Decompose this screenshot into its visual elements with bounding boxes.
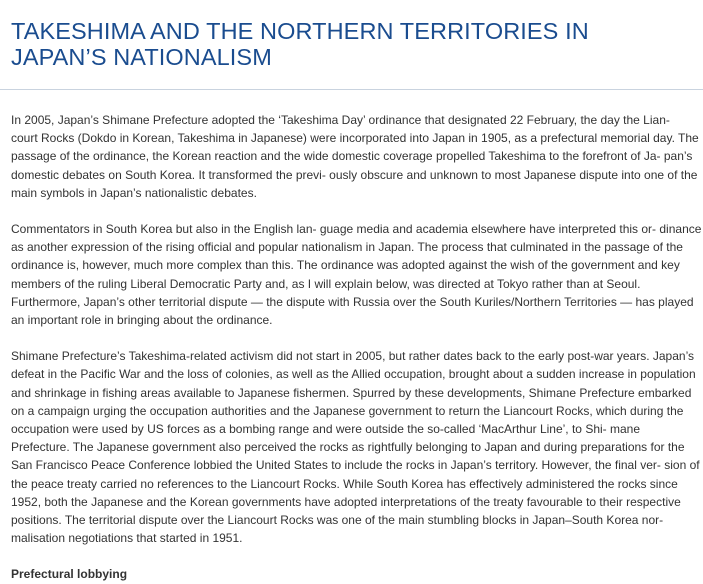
text-line: defeat in the Pacific War and the loss of colonies, as well as the Allied occupation, brought about a sudden increase in population bbox=[11, 367, 696, 382]
title-divider bbox=[0, 89, 703, 90]
article-body bbox=[11, 111, 703, 584]
paragraph-2 bbox=[11, 220, 703, 329]
text-line: and shrinkage in fishing areas available to Japanese fishermen. Spurred by these developments, Shimane Prefecture embarked bbox=[11, 385, 692, 400]
section-heading: Prefectural lobbying bbox=[11, 567, 128, 582]
paragraph-3 bbox=[11, 347, 703, 547]
text-line: Commentators in South Korea but also in the English lan- guage media and academia elsewhere have interpreted this or- dinance bbox=[11, 222, 702, 237]
paragraph-1 bbox=[11, 111, 703, 202]
text-line: occupation were used by US forces as a bombing range and were outside the so-called ‘MacArthur Line’, to Shi- mane bbox=[11, 422, 641, 437]
text-line: court Rocks (Dokdo in Korean, Takeshima in Japanese) were incorporated into Japan in 1905, as a prefectural memorial day. The bbox=[11, 131, 699, 146]
text-line: on a campaign urging the occupation authorities and the Japanese government to return the Liancourt Rocks, which during the bbox=[11, 403, 684, 418]
article-title bbox=[11, 18, 701, 70]
text-line: Shimane Prefecture’s Takeshima-related activism did not start in 2005, but rather dates back to the early post-war years. Japan’s bbox=[11, 349, 695, 364]
text-line: In 2005, Japan’s Shimane Prefecture adopted the ‘Takeshima Day’ ordinance that designated 22 February, the day the Lian- bbox=[11, 113, 670, 127]
text-line: members of the ruling Liberal Democratic Party and, as I will explain below, was directed at Tokyo rather than at Seoul. bbox=[11, 276, 641, 291]
article-title-line: JAPAN’S NATIONALISM bbox=[11, 44, 272, 70]
text-line: malisation negotiations that started in 1951. bbox=[11, 531, 243, 546]
text-line: passage of the ordinance, the Korean reaction and the wide domestic coverage propelled Takeshima to the forefront of Ja- pan’s bbox=[11, 149, 693, 164]
text-line: 1952, both the Japanese and the Korean governments have adopted interpretations of the treaty favourable to their respective bbox=[11, 494, 681, 509]
text-line: positions. The territorial dispute over the Liancourt Rocks was one of the main stumbling blocks in Japan–South Korea nor- bbox=[11, 513, 664, 528]
article-title-line: TAKESHIMA AND THE NORTHERN TERRITORIES IN bbox=[11, 18, 589, 44]
text-line: Prefecture. The Japanese government also perceived the rocks as rightfully belonging to Japan and during preparations for the bbox=[11, 440, 685, 455]
text-line: Furthermore, Japan’s other territorial dispute — the dispute with Russia over the South Kuriles/Northern Territories — has played bbox=[11, 294, 694, 309]
text-line: domestic debates on South Korea. It transformed the previ- ously obscure and unknown to most Japanese dispute into one of the bbox=[11, 167, 698, 182]
text-line: ordinance is, however, much more complex than this. The ordinance was adopted against the wish of the government and key bbox=[11, 258, 680, 273]
text-line: as another expression of the rising official and popular nationalism in Japan. The process that culminated in the passage of the bbox=[11, 240, 683, 255]
text-line: an important role in bringing about the ordinance. bbox=[11, 313, 273, 328]
text-line: main symbols in Japan’s nationalistic debates. bbox=[11, 185, 257, 200]
text-line: the peace treaty carried no references to the Liancourt Rocks. While South Korea has effectively administered the rocks since bbox=[11, 476, 678, 491]
text-line: San Francisco Peace Conference lobbied the United States to include the rocks in Japan’s territory. However, the final ver- sion of bbox=[11, 458, 700, 473]
